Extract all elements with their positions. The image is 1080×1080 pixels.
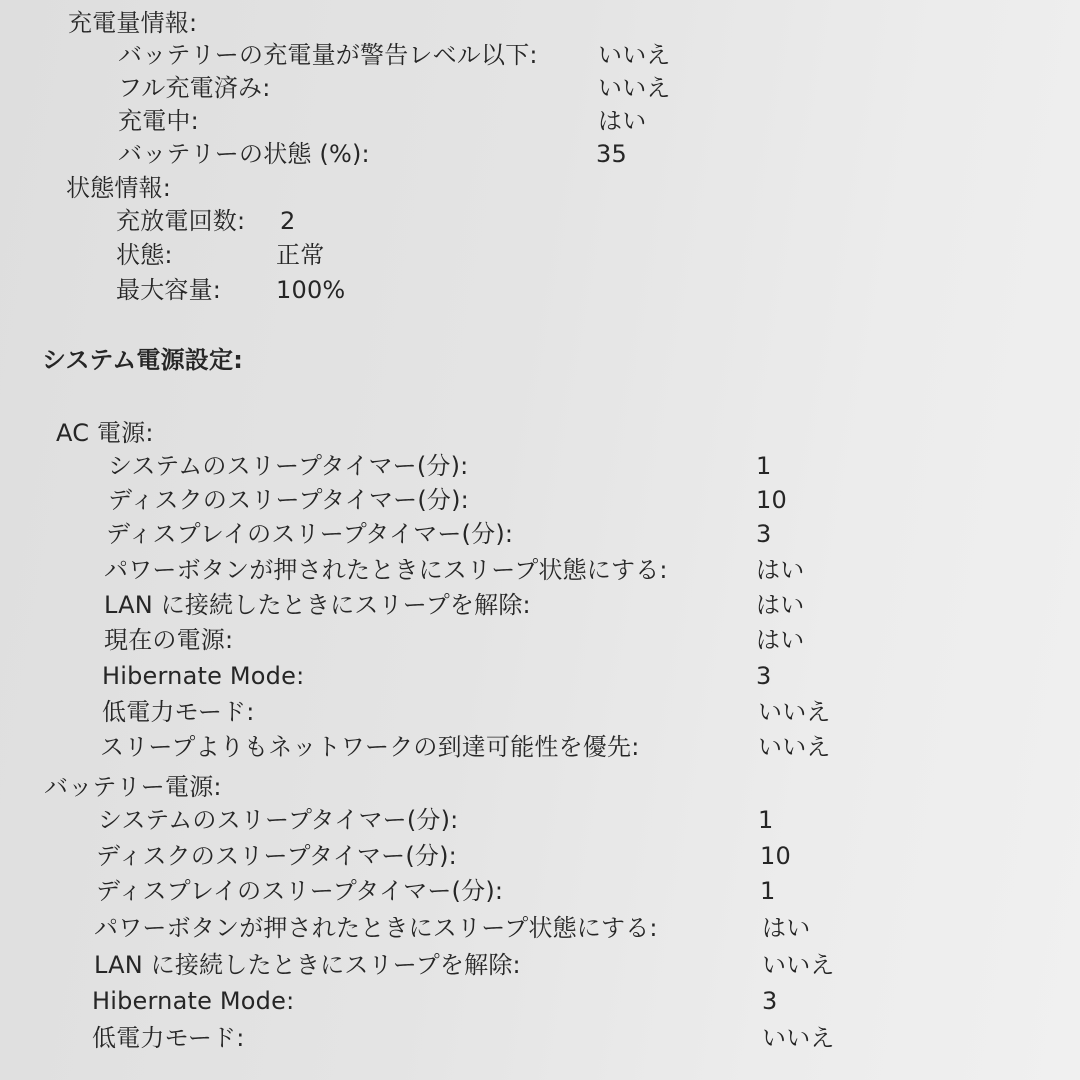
row-label: 充放電回数: (116, 207, 246, 235)
ac-power-row (106, 519, 772, 549)
row-label: ディスプレイのスリープタイマー(分): (106, 520, 514, 548)
battery-power-row (98, 805, 774, 835)
row-value: いいえ (762, 1024, 835, 1052)
row-label: 最大容量: (116, 276, 222, 304)
row-value: 1 (758, 806, 774, 834)
row-label: Hibernate Mode: (92, 987, 295, 1015)
row-value: 1 (760, 877, 776, 905)
ac-power-row (104, 590, 805, 620)
ac-power-row (102, 697, 831, 727)
row-value: いいえ (758, 733, 831, 761)
row-value: 100% (276, 276, 346, 304)
row-value: はい (762, 914, 811, 942)
row-value: はい (756, 626, 805, 654)
row-label: バッテリーの状態 (%): (118, 140, 370, 168)
battery-power-row (94, 913, 811, 943)
row-label: ディスプレイのスリープタイマー(分): (96, 877, 504, 905)
ac-power-row (100, 732, 831, 762)
row-label: パワーボタンが押されたときにスリープ状態にする: (94, 914, 658, 942)
row-value: はい (756, 591, 805, 619)
ac-power-row (104, 625, 805, 655)
battery-power-row (94, 950, 835, 980)
health-info-row (116, 275, 346, 305)
health-info-row (116, 240, 325, 270)
ac-power-row (104, 555, 805, 585)
row-value: はい (598, 107, 647, 135)
battery-power-row (92, 1023, 835, 1053)
charge-info-row (118, 106, 647, 136)
row-value: 1 (756, 452, 772, 480)
row-label: 現在の電源: (104, 626, 234, 654)
row-value: 2 (280, 207, 296, 235)
row-value: 10 (756, 486, 787, 514)
row-value: 正常 (276, 241, 325, 269)
row-value: 35 (596, 140, 627, 168)
power-settings-heading: システム電源設定: (42, 346, 243, 374)
row-label: パワーボタンが押されたときにスリープ状態にする: (104, 556, 668, 584)
charge-info-row (118, 40, 671, 70)
ac-power-heading: AC 電源: (56, 419, 154, 447)
row-label: ディスクのスリープタイマー(分): (108, 486, 469, 514)
row-label: システムのスリープタイマー(分): (108, 452, 469, 480)
row-label: フル充電済み: (118, 74, 271, 102)
row-label: ディスクのスリープタイマー(分): (96, 842, 457, 870)
row-label: LAN に接続したときにスリープを解除: (104, 591, 531, 619)
row-value: はい (756, 556, 805, 584)
row-label: システムのスリープタイマー(分): (98, 806, 459, 834)
row-value: 3 (756, 520, 772, 548)
row-value: いいえ (598, 41, 671, 69)
ac-power-row (102, 661, 772, 691)
ac-power-row (108, 485, 787, 515)
row-label: スリープよりもネットワークの到達可能性を優先: (100, 733, 640, 761)
charge-info-heading: 充電量情報: (68, 9, 198, 37)
charge-info-row (118, 139, 627, 169)
row-value: いいえ (598, 74, 671, 102)
row-value: いいえ (758, 698, 831, 726)
health-info-row (116, 206, 296, 236)
battery-power-row (96, 876, 776, 906)
row-value: いいえ (762, 951, 835, 979)
row-label: LAN に接続したときにスリープを解除: (94, 951, 521, 979)
battery-power-heading: バッテリー電源: (44, 773, 222, 801)
row-value: 3 (762, 987, 778, 1015)
row-label: 低電力モード: (92, 1024, 245, 1052)
row-value: 3 (756, 662, 772, 690)
row-label: 状態: (116, 241, 173, 269)
health-info-heading: 状態情報: (66, 174, 172, 202)
charge-info-row (118, 73, 671, 103)
row-label: バッテリーの充電量が警告レベル以下: (118, 41, 538, 69)
row-label: 低電力モード: (102, 698, 255, 726)
row-value: 10 (760, 842, 791, 870)
battery-power-row (96, 841, 791, 871)
battery-power-row (92, 986, 778, 1016)
row-label: 充電中: (118, 107, 199, 135)
row-label: Hibernate Mode: (102, 662, 305, 690)
ac-power-row (108, 451, 772, 481)
